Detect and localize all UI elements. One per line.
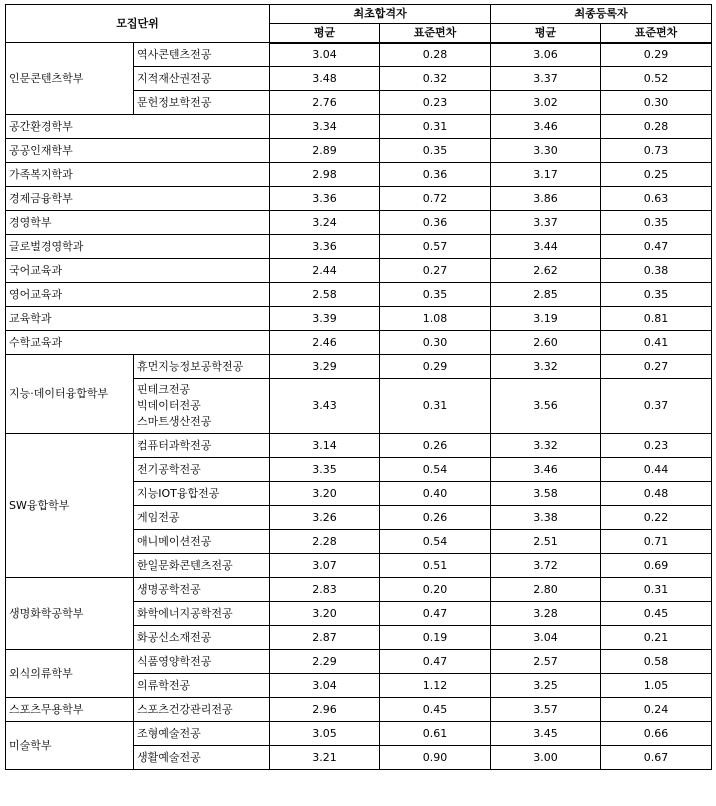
final-sd-cell: 0.45 [601,602,712,626]
final-avg-cell: 3.38 [491,506,601,530]
final-avg-cell: 2.51 [491,530,601,554]
final-sd-cell: 0.44 [601,458,712,482]
first-avg-cell: 2.76 [270,91,380,115]
major-cell: 화학에너지공학전공 [134,602,270,626]
first-sd-cell: 0.30 [380,331,491,355]
final-avg-cell: 3.37 [491,211,601,235]
admission-stats-table-container [5,4,712,770]
first-avg-cell: 3.35 [270,458,380,482]
first-sd-cell: 0.54 [380,458,491,482]
major-line: 핀테크전공 [137,383,191,396]
table-row [6,163,712,187]
dept-cell: 수학교육과 [6,331,270,355]
first-sd-cell: 0.35 [380,139,491,163]
table-header [6,5,712,43]
final-sd-cell: 0.31 [601,578,712,602]
first-sd-cell: 0.57 [380,235,491,259]
table-row [6,139,712,163]
final-sd-cell: 0.58 [601,650,712,674]
first-sd-cell: 0.61 [380,722,491,746]
major-cell: 의류학전공 [134,674,270,698]
major-cell [134,379,270,434]
final-sd-cell: 0.66 [601,722,712,746]
first-sd-cell: 0.90 [380,746,491,770]
major-cell: 식품영양학전공 [134,650,270,674]
final-avg-cell: 3.44 [491,235,601,259]
header-unit: 모집단위 [6,5,270,43]
dept-cell: 공공인재학부 [6,139,270,163]
final-sd-cell: 0.28 [601,115,712,139]
table-row [6,650,712,674]
first-avg-cell: 3.24 [270,211,380,235]
table-row [6,211,712,235]
final-avg-cell: 2.60 [491,331,601,355]
first-avg-cell: 3.36 [270,235,380,259]
first-sd-cell: 0.51 [380,554,491,578]
first-sd-cell: 1.12 [380,674,491,698]
final-avg-cell: 3.32 [491,355,601,379]
first-avg-cell: 2.89 [270,139,380,163]
dept-cell: 영어교육과 [6,283,270,307]
dept-cell: 가족복지학과 [6,163,270,187]
dept-cell: 생명화학공학부 [6,578,134,650]
dept-cell: 미술학부 [6,722,134,770]
final-avg-cell: 3.37 [491,67,601,91]
table-row [6,578,712,602]
first-avg-cell: 2.28 [270,530,380,554]
final-avg-cell: 3.57 [491,698,601,722]
first-sd-cell: 0.26 [380,434,491,458]
final-sd-cell: 0.48 [601,482,712,506]
first-sd-cell: 0.29 [380,355,491,379]
first-avg-cell: 3.26 [270,506,380,530]
first-avg-cell: 3.34 [270,115,380,139]
first-sd-cell: 0.31 [380,115,491,139]
final-avg-cell: 3.86 [491,187,601,211]
first-avg-cell: 2.29 [270,650,380,674]
final-sd-cell: 0.71 [601,530,712,554]
header-first-avg: 평균 [270,24,380,43]
final-avg-cell: 2.80 [491,578,601,602]
dept-cell: 공간환경학부 [6,115,270,139]
first-sd-cell: 0.35 [380,283,491,307]
header-first-sd: 표준편차 [380,24,491,43]
major-cell: 화공신소재전공 [134,626,270,650]
final-avg-cell: 2.57 [491,650,601,674]
final-sd-cell: 0.35 [601,211,712,235]
dept-cell: 국어교육과 [6,259,270,283]
admission-stats-table [5,4,712,770]
final-avg-cell: 3.02 [491,91,601,115]
final-avg-cell: 3.25 [491,674,601,698]
first-avg-cell: 2.44 [270,259,380,283]
dept-cell: 지능·데이터융합학부 [6,355,134,434]
first-sd-cell: 0.54 [380,530,491,554]
final-sd-cell: 0.24 [601,698,712,722]
dept-cell: 글로벌경영학과 [6,235,270,259]
first-sd-cell: 0.26 [380,506,491,530]
first-avg-cell: 2.46 [270,331,380,355]
final-sd-cell: 0.37 [601,379,712,434]
final-sd-cell: 0.35 [601,283,712,307]
first-avg-cell: 3.14 [270,434,380,458]
first-avg-cell: 2.98 [270,163,380,187]
major-cell: 역사콘텐츠전공 [134,43,270,67]
dept-cell: 외식의류학부 [6,650,134,698]
final-avg-cell: 3.00 [491,746,601,770]
header-final-avg: 평균 [491,24,601,43]
final-avg-cell: 3.28 [491,602,601,626]
final-sd-cell: 0.67 [601,746,712,770]
final-avg-cell: 3.46 [491,115,601,139]
first-sd-cell: 0.32 [380,67,491,91]
final-avg-cell: 3.56 [491,379,601,434]
first-avg-cell: 3.04 [270,674,380,698]
first-avg-cell: 2.58 [270,283,380,307]
major-cell: 생활예술전공 [134,746,270,770]
first-avg-cell: 3.21 [270,746,380,770]
final-sd-cell: 0.29 [601,43,712,67]
final-avg-cell: 3.30 [491,139,601,163]
final-sd-cell: 0.69 [601,554,712,578]
table-row [6,235,712,259]
final-avg-cell: 3.06 [491,43,601,67]
table-row [6,307,712,331]
final-sd-cell: 0.27 [601,355,712,379]
major-cell: 게임전공 [134,506,270,530]
major-cell: 휴먼지능정보공학전공 [134,355,270,379]
table-row [6,355,712,379]
final-avg-cell: 3.46 [491,458,601,482]
final-sd-cell: 0.23 [601,434,712,458]
first-avg-cell: 3.04 [270,43,380,67]
final-sd-cell: 0.25 [601,163,712,187]
header-row-top [6,5,712,24]
header-final-sd: 표준편차 [601,24,712,43]
final-sd-cell: 0.21 [601,626,712,650]
dept-cell: 경제금융학부 [6,187,270,211]
table-row [6,283,712,307]
major-cell: 조형예술전공 [134,722,270,746]
major-cell: 한일문화콘텐츠전공 [134,554,270,578]
final-sd-cell: 0.30 [601,91,712,115]
table-row [6,259,712,283]
first-avg-cell: 3.39 [270,307,380,331]
first-sd-cell: 0.72 [380,187,491,211]
dept-cell: 교육학과 [6,307,270,331]
table-row [6,43,712,67]
table-row [6,187,712,211]
table-row [6,331,712,355]
first-sd-cell: 0.31 [380,379,491,434]
major-cell: 전기공학전공 [134,458,270,482]
first-avg-cell: 2.87 [270,626,380,650]
first-sd-cell: 1.08 [380,307,491,331]
final-sd-cell: 0.52 [601,67,712,91]
final-sd-cell: 0.73 [601,139,712,163]
first-sd-cell: 0.47 [380,650,491,674]
major-cell: 문헌정보학전공 [134,91,270,115]
final-avg-cell: 3.32 [491,434,601,458]
dept-cell: 경영학부 [6,211,270,235]
first-sd-cell: 0.27 [380,259,491,283]
final-sd-cell: 0.81 [601,307,712,331]
first-sd-cell: 0.36 [380,163,491,187]
first-avg-cell: 3.05 [270,722,380,746]
first-avg-cell: 3.20 [270,602,380,626]
final-avg-cell: 3.04 [491,626,601,650]
final-avg-cell: 3.19 [491,307,601,331]
first-sd-cell: 0.36 [380,211,491,235]
header-final-registration: 최종등록자 [491,5,712,24]
major-cell: 지적재산권전공 [134,67,270,91]
table-row [6,722,712,746]
final-sd-cell: 0.41 [601,331,712,355]
table-body [6,43,712,770]
first-avg-cell: 3.43 [270,379,380,434]
dept-cell: 인문콘텐츠학부 [6,43,134,115]
dept-cell: 스포츠무용학부 [6,698,134,722]
table-row [6,698,712,722]
major-line: 스마트생산전공 [137,415,212,428]
major-cell: 컴퓨터과학전공 [134,434,270,458]
first-sd-cell: 0.19 [380,626,491,650]
final-avg-cell: 3.72 [491,554,601,578]
final-avg-cell: 2.85 [491,283,601,307]
major-line: 빅데이터전공 [137,399,201,412]
first-sd-cell: 0.40 [380,482,491,506]
dept-cell: SW융합학부 [6,434,134,578]
first-avg-cell: 3.48 [270,67,380,91]
major-cell: 지능IOT융합전공 [134,482,270,506]
final-avg-cell: 3.45 [491,722,601,746]
first-avg-cell: 2.83 [270,578,380,602]
table-row [6,434,712,458]
final-avg-cell: 3.17 [491,163,601,187]
final-sd-cell: 0.22 [601,506,712,530]
final-sd-cell: 1.05 [601,674,712,698]
first-avg-cell: 3.36 [270,187,380,211]
final-sd-cell: 0.63 [601,187,712,211]
first-sd-cell: 0.47 [380,602,491,626]
first-avg-cell: 2.96 [270,698,380,722]
final-avg-cell: 3.58 [491,482,601,506]
first-sd-cell: 0.23 [380,91,491,115]
first-sd-cell: 0.20 [380,578,491,602]
first-sd-cell: 0.28 [380,43,491,67]
first-avg-cell: 3.20 [270,482,380,506]
table-row [6,115,712,139]
first-avg-cell: 3.07 [270,554,380,578]
first-avg-cell: 3.29 [270,355,380,379]
final-sd-cell: 0.38 [601,259,712,283]
first-sd-cell: 0.45 [380,698,491,722]
final-avg-cell: 2.62 [491,259,601,283]
header-first-pass: 최초합격자 [270,5,491,24]
major-cell: 생명공학전공 [134,578,270,602]
major-cell: 애니메이션전공 [134,530,270,554]
major-cell: 스포츠건강관리전공 [134,698,270,722]
final-sd-cell: 0.47 [601,235,712,259]
